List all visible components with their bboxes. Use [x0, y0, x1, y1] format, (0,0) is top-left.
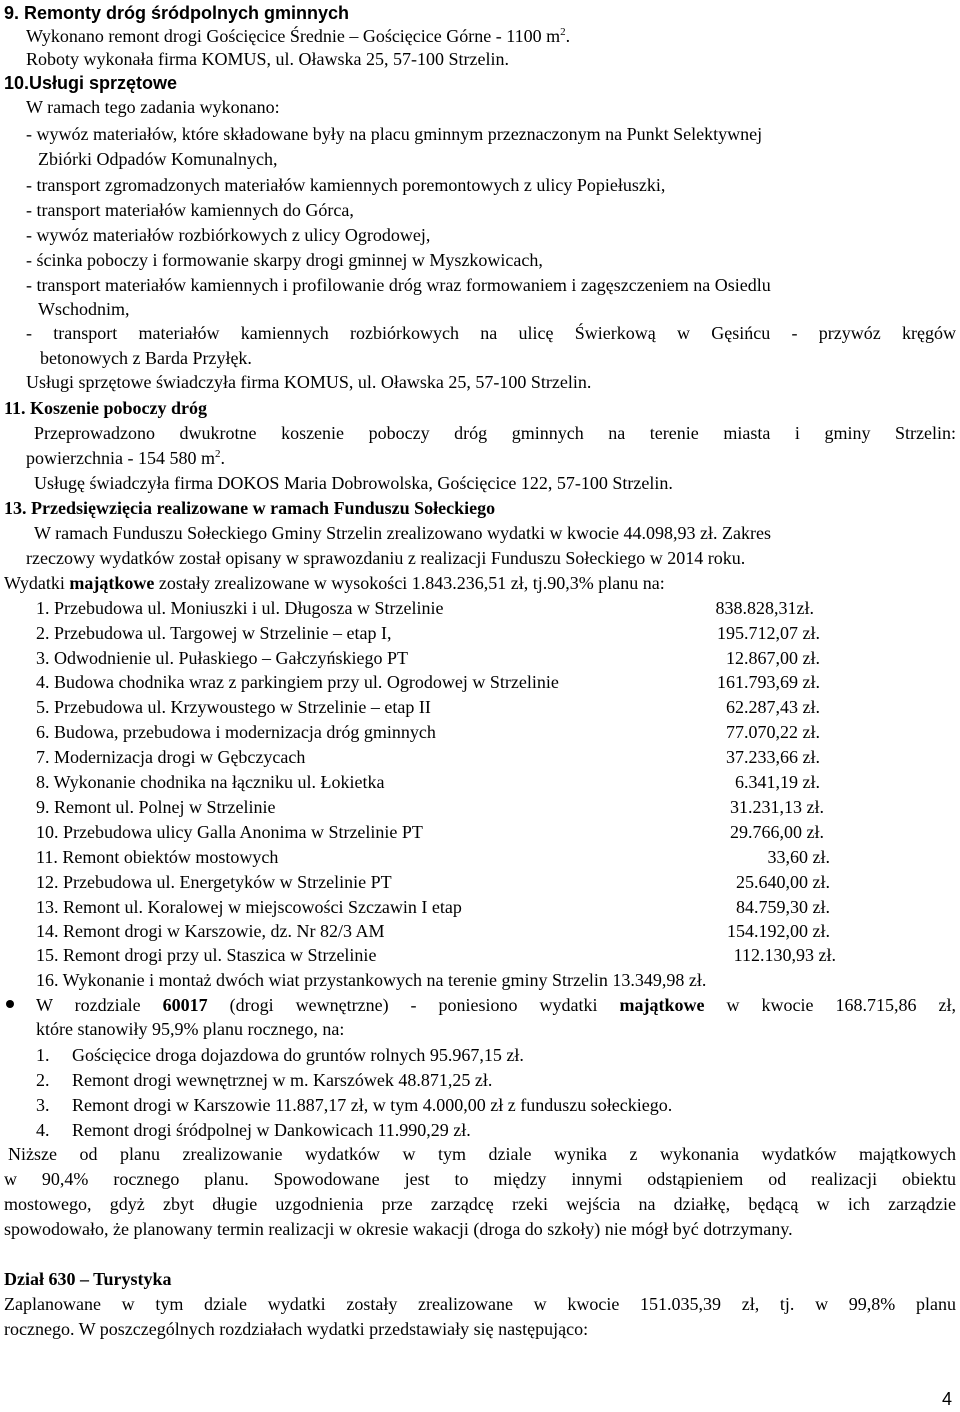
majatkowe-item-label: 11. Remont obiektów mostowych: [36, 847, 279, 867]
majatkowe-item-label: 5. Przebudowa ul. Krzywoustego w Strzelinie – etap II: [36, 697, 431, 717]
majatkowe-item-amount: 31.231,13 zł.: [730, 797, 824, 817]
majatkowe-item-amount: 29.766,00 zł.: [730, 822, 824, 842]
majatkowe-item-amount: 195.712,07 zł.: [717, 623, 820, 643]
majatkowe-item-label: 13. Remont ul. Koralowej w miejscowości Szczawin I etap: [36, 897, 462, 917]
majatkowe-item-label: 1. Przebudowa ul. Moniuszki i ul. Długosza w Strzelinie: [36, 598, 444, 618]
section-9-title: 9. Remonty dróg śródpolnych gminnych: [4, 3, 350, 23]
section-11-line-3: Usługę świadczyła firma DOKOS Maria Dobrowolska, Gościęcice 122, 57-100 Strzelin.: [34, 473, 673, 493]
section-10-item: - ścinka poboczy i formowanie skarpy drogi gminnej w Myszkowicach,: [26, 250, 543, 270]
majatkowe-item-label: 12. Przebudowa ul. Energetyków w Strzelinie PT: [36, 872, 392, 892]
rozdzial-60017-item-number: 4.: [36, 1120, 50, 1140]
majatkowe-item-amount: 12.867,00 zł.: [726, 648, 820, 668]
nizsze-line: mostowego, gdyż zbyt długie uzgodnienia prze zarządcę rzeki wejścia na działkę, będącą w ich zarządzie: [4, 1194, 956, 1214]
rozdzial-60017-item-number: 3.: [36, 1095, 50, 1115]
nizsze-line: spowodowało, że planowany termin realizacji w okresie wakacji (droga do szkoły) nie mógł być dotrzymany.: [4, 1219, 793, 1239]
majatkowe-item-label: 7. Modernizacja drogi w Gębczycach: [36, 747, 306, 767]
section-10-item: Wschodnim,: [38, 299, 130, 319]
page-number: 4: [941, 1389, 952, 1409]
rozdzial-60017-item-number: 2.: [36, 1070, 50, 1090]
majatkowe-item-amount: 84.759,30 zł.: [736, 897, 830, 917]
section-13-line-1: W ramach Funduszu Sołeckiego Gminy Strzelin zrealizowano wydatki w kwocie 44.098,93 zł. Zakres: [34, 523, 771, 543]
majatkowe-item-amount: 25.640,00 zł.: [736, 872, 830, 892]
section-10-item: - transport materiałów kamiennych rozbiórkowych na ulicę Świerkową w Gęsińcu - przywóz kręgów: [26, 323, 956, 343]
section-9-line-2: Roboty wykonała firma KOMUS, ul. Oławska 25, 57-100 Strzelin.: [26, 49, 509, 69]
dzial-630-line-1: Zaplanowane w tym dziale wydatki zostały zrealizowane w kwocie 151.035,39 zł, tj. w 99,8% planu: [4, 1294, 956, 1314]
majatkowe-item-amount: 161.793,69 zł.: [717, 672, 820, 692]
majatkowe-item-amount: 37.233,66 zł.: [726, 747, 820, 767]
majatkowe-item-label: 8. Wykonanie chodnika na łączniku ul. Łokietka: [36, 772, 385, 792]
majatkowe-item-label: 4. Budowa chodnika wraz z parkingiem przy ul. Ogrodowej w Strzelinie: [36, 672, 559, 692]
dzial-630-line-2: rocznego. W poszczególnych rozdziałach wydatki przedstawiały się następująco:: [4, 1319, 589, 1339]
rozdzial-60017-item: Remont drogi wewnętrznej w m. Karszówek 48.871,25 zł.: [72, 1070, 493, 1090]
majatkowe-item-16: 16. Wykonanie i montaż dwóch wiat przystankowych na terenie gminy Strzelin 13.349,98 zł.: [36, 970, 707, 990]
section-10-item: - transport materiałów kamiennych i profilowanie dróg wraz formowaniem i zagęszczeniem na Osiedlu: [26, 275, 771, 295]
section-10-title: 10.Usługi sprzętowe: [4, 73, 178, 93]
majatkowe-item-amount: 33,60 zł.: [767, 847, 830, 867]
section-10-item: betonowych z Barda Przyłęk.: [40, 348, 252, 368]
majatkowe-item-amount: 154.192,00 zł.: [727, 921, 830, 941]
section-9-line-1: Wykonano remont drogi Gościęcice Średnie – Gościęcice Górne - 1100 $m^2$.: [26, 26, 571, 46]
majatkowe-item-label: 10. Przebudowa ulicy Galla Anonima w Strzelinie PT: [36, 822, 423, 842]
rozdzial-60017-item: Gościęcice droga dojazdowa do gruntów rolnych 95.967,15 zł.: [72, 1045, 524, 1065]
nizsze-line: w 90,4% rocznego planu. Spowodowane jest to między innymi odstąpieniem od realizacji obiektu: [4, 1169, 956, 1189]
rozdzial-60017-line-1: W rozdziale 60017 (drogi wewnętrzne) - poniesiono wydatki majątkowe w kwocie 168.715,86 zł,: [36, 995, 956, 1015]
majatkowe-item-label: 2. Przebudowa ul. Targowej w Strzelinie – etap I,: [36, 623, 392, 643]
section-10-intro: W ramach tego zadania wykonano:: [26, 97, 280, 117]
section-10-item: - wywóz materiałów rozbiórkowych z ulicy Ogrodowej,: [26, 225, 431, 245]
section-13-title: 13. Przedsięwzięcia realizowane w ramach Funduszu Sołeckiego: [4, 498, 496, 518]
majatkowe-item-amount: 77.070,22 zł.: [726, 722, 820, 742]
majatkowe-item-amount: 838.828,31zł.: [715, 598, 814, 618]
rozdzial-60017-item-number: 1.: [36, 1045, 50, 1065]
section-11-line-1: Przeprowadzono dwukrotne koszenie poboczy dróg gminnych na terenie miasta i gminy Strzelin:: [34, 423, 956, 443]
majatkowe-item-amount: 112.130,93 zł.: [733, 945, 836, 965]
majatkowe-item-label: 3. Odwodnienie ul. Pułaskiego – Gałczyńskiego PT: [36, 648, 408, 668]
majatkowe-item-amount: 6.341,19 zł.: [735, 772, 820, 792]
nizsze-line: Niższe od planu zrealizowanie wydatków w tym dziale wynika z wykonania wydatków majątkowych: [8, 1144, 956, 1164]
rozdzial-60017-item: Remont drogi w Karszowie 11.887,17 zł, w tym 4.000,00 zł z funduszu sołeckiego.: [72, 1095, 673, 1115]
section-13-line-2: rzeczowy wydatków został opisany w sprawozdaniu z realizacji Funduszu Sołeckiego w 2014 roku.: [26, 548, 746, 568]
section-10-item: Zbiórki Odpadów Komunalnych,: [38, 149, 278, 169]
majatkowe-item-label: 6. Budowa, przebudowa i modernizacja dróg gminnych: [36, 722, 436, 742]
majatkowe-item-label: 9. Remont ul. Polnej w Strzelinie: [36, 797, 276, 817]
section-10-item: - transport zgromadzonych materiałów kamiennych poremontowych z ulicy Popiełuszki,: [26, 175, 666, 195]
majatkowe-item-label: 14. Remont drogi w Karszowie, dz. Nr 82/3 AM: [36, 921, 385, 941]
section-11-title: 11. Koszenie poboczy dróg: [4, 398, 208, 418]
bullet-icon: [6, 1000, 14, 1008]
section-10-item: - transport materiałów kamiennych do Górca,: [26, 200, 354, 220]
majatkowe-intro: Wydatki majątkowe zostały zrealizowane w wysokości 1.843.236,51 zł, tj.90,3% planu na:: [4, 573, 665, 593]
rozdzial-60017-line-2: które stanowiły 95,9% planu rocznego, na:: [36, 1019, 345, 1039]
rozdzial-60017-item: Remont drogi śródpolnej w Dankowicach 11.990,29 zł.: [72, 1120, 471, 1140]
section-10-footer: Usługi sprzętowe świadczyła firma KOMUS, ul. Oławska 25, 57-100 Strzelin.: [26, 372, 592, 392]
section-11-line-2: powierzchnia - 154 580 $m^2$.: [26, 448, 225, 468]
majatkowe-item-amount: 62.287,43 zł.: [726, 697, 820, 717]
majatkowe-item-label: 15. Remont drogi przy ul. Staszica w Strzelinie: [36, 945, 377, 965]
dzial-630-title: Dział 630 – Turystyka: [4, 1269, 172, 1289]
section-10-item: - wywóz materiałów, które składowane były na placu gminnym przeznaczonym na Punkt Selektywnej: [26, 124, 763, 144]
